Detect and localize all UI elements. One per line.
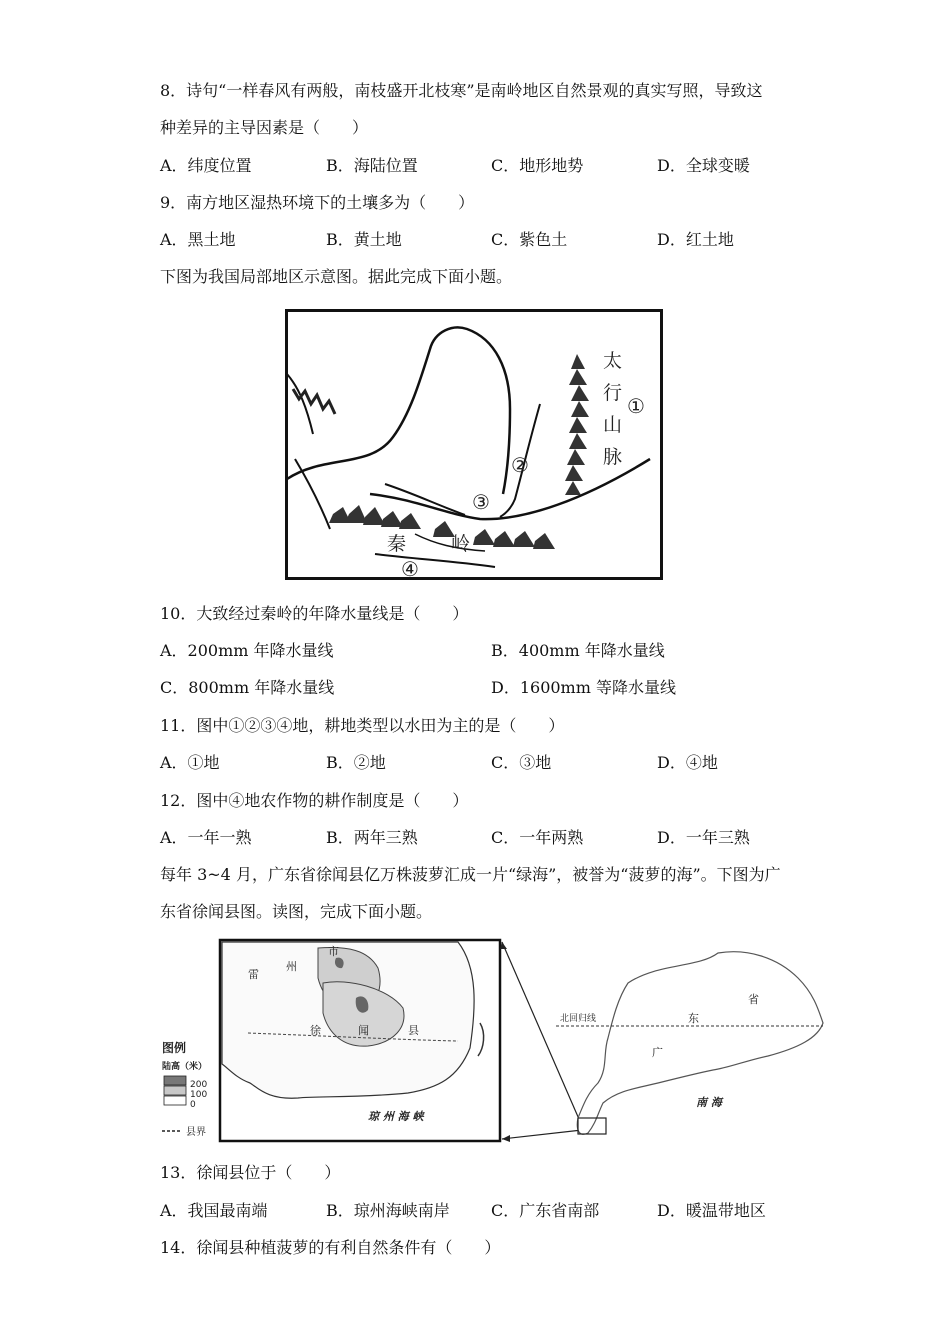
q9-option-b: B．黄土地	[326, 230, 402, 249]
q8-option-c: C．地形地势	[491, 156, 584, 175]
label-south-china-sea: 南 海	[696, 1096, 722, 1109]
legend-200: 200	[190, 1080, 208, 1090]
q10-stem: 10．大致经过秦岭的年降水量线是（ ）	[160, 604, 469, 623]
label-qin: 秦	[387, 533, 407, 555]
regional-sketch-map	[285, 309, 663, 580]
xuwen-county-map	[158, 938, 828, 1143]
label-lei: 雷	[248, 968, 259, 981]
q13-option-d: D．暖温带地区	[657, 1201, 766, 1220]
label-sheng: 省	[748, 993, 759, 1006]
label-tropic: 北回归线	[560, 1014, 597, 1024]
label-tai: 太	[603, 350, 623, 372]
q10-option-d: D．1600mm 等降水量线	[491, 678, 676, 697]
q13-stem: 13．徐闻县位于（ ）	[160, 1163, 341, 1182]
q12-option-d: D．一年三熟	[657, 828, 750, 847]
label-xian: 县	[408, 1024, 419, 1037]
q12-option-a: A．一年一熟	[160, 828, 252, 847]
q12-stem: 12．图中④地农作物的耕作制度是（ ）	[160, 791, 469, 810]
q14-stem: 14．徐闻县种植菠萝的有利自然条件有（ ）	[160, 1238, 501, 1257]
label-shi: 市	[328, 945, 339, 958]
q12-option-c: C．一年两熟	[491, 828, 584, 847]
q9-option-c: C．紫色土	[491, 230, 568, 249]
q8-option-a: A．纬度位置	[160, 156, 252, 175]
legend-100: 100	[190, 1090, 208, 1100]
label-ling: 岭	[451, 533, 471, 555]
intro-map2-line1: 每年 3~4 月，广东省徐闻县亿万株菠萝汇成一片“绿海”，被誉为“菠萝的海”。下图为广	[160, 865, 781, 884]
q10-option-b: B．400mm 年降水量线	[491, 641, 665, 660]
label-dong: 东	[688, 1012, 699, 1025]
label-shan: 山	[603, 414, 623, 436]
label-mai: 脉	[603, 446, 623, 468]
q11-option-d: D．④地	[657, 753, 718, 772]
q8-stem-line1: 8．诗句“一样春风有两般，南枝盛开北枝寒”是南岭地区自然景观的真实写照，导致这	[160, 81, 763, 100]
q13-option-a: A．我国最南端	[160, 1201, 268, 1220]
label-qiongzhou-strait: 琼 州 海 峡	[368, 1110, 424, 1123]
q8-option-d: D．全球变暖	[657, 156, 750, 175]
q9-stem: 9．南方地区湿热环境下的土壤多为（ ）	[160, 193, 475, 212]
legend-0: 0	[190, 1100, 196, 1110]
map-legend	[162, 1040, 207, 1138]
q8-option-b: B．海陆位置	[326, 156, 418, 175]
q10-option-a: A．200mm 年降水量线	[160, 641, 334, 660]
legend-subtitle: 陆高（米）	[162, 1062, 208, 1072]
q11-option-a: A．①地	[160, 753, 220, 772]
q12-option-b: B．两年三熟	[326, 828, 418, 847]
label-guang: 广	[652, 1046, 663, 1059]
q11-option-b: B．②地	[326, 753, 386, 772]
marker-2: ②	[511, 453, 529, 477]
q10-option-c: C．800mm 年降水量线	[160, 678, 335, 697]
legend-boundary: 县界	[186, 1127, 206, 1138]
label-hang: 行	[603, 382, 623, 404]
q13-option-b: B．琼州海峡南岸	[326, 1201, 450, 1220]
q11-stem: 11．图中①②③④地，耕地类型以水田为主的是（ ）	[160, 716, 565, 735]
q9-option-a: A．黑土地	[160, 230, 236, 249]
q13-option-c: C．广东省南部	[491, 1201, 600, 1220]
q11-option-c: C．③地	[491, 753, 552, 772]
label-wen: 闻	[358, 1024, 369, 1037]
q9-option-d: D．红土地	[657, 230, 734, 249]
marker-1: ①	[627, 394, 645, 418]
intro-map1: 下图为我国局部地区示意图。据此完成下面小题。	[160, 267, 513, 286]
marker-4: ④	[401, 557, 419, 580]
label-zhou: 州	[286, 960, 297, 973]
legend-title: 图例	[162, 1041, 187, 1055]
q8-stem-line2: 种差异的主导因素是（ ）	[160, 118, 369, 137]
label-xu: 徐	[310, 1024, 321, 1037]
marker-3: ③	[472, 490, 490, 514]
intro-map2-line2: 东省徐闻县图。读图，完成下面小题。	[160, 902, 433, 921]
